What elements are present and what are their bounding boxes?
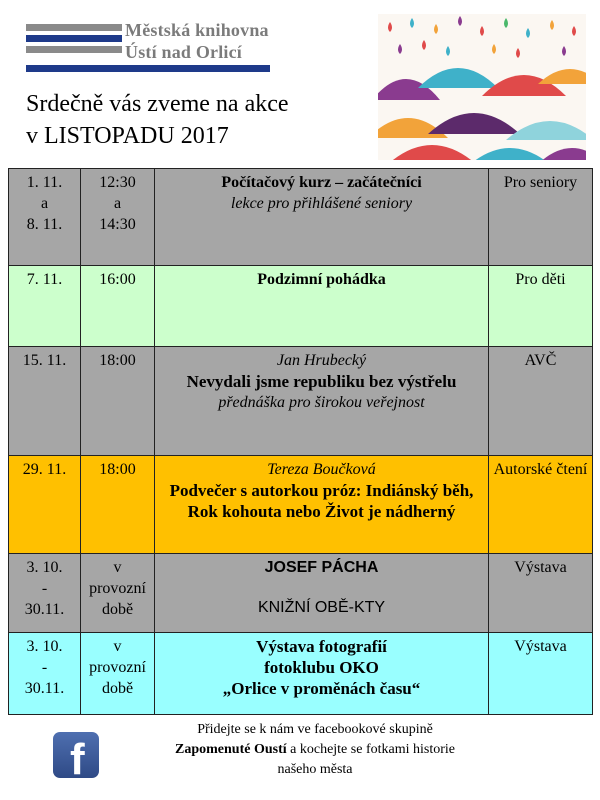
event-description [155,633,489,715]
event-description [155,554,489,633]
event-author: Jan Hrubecký [276,352,367,369]
event-category: Pro děti [489,266,593,347]
event-date: 3. 10. - 30.11. [9,554,81,633]
event-title: Nevydali jsme republiku bez výstřelu [186,372,457,391]
event-subtitle: lekce pro přihlášené seniory [230,195,413,212]
event-description [155,456,489,554]
event-description [155,266,489,347]
event-time: 18:00 [81,347,155,456]
library-name [125,19,269,63]
umbrella-canopies [378,68,586,160]
event-category: Výstava [489,633,593,715]
event-category: Pro seniory [489,169,593,266]
footer-invitation [170,720,460,780]
footer-text-end: a kochejte se fotkami historie našeho města [277,742,455,777]
facebook-group-name: Zapomenuté Oustí [175,742,287,757]
event-date: 3. 10. - 30.11. [9,633,81,715]
events-table [8,168,593,715]
event-row [9,266,593,347]
event-date: 15. 11. [9,347,81,456]
event-time: 16:00 [81,266,155,347]
footer-text: Přidejte se k nám ve facebookové skupině [197,722,433,737]
page-title [26,88,289,152]
event-time: 12:30 a 14:30 [81,169,155,266]
event-time: 18:00 [81,456,155,554]
event-description [155,169,489,266]
event-category: Výstava [489,554,593,633]
logo-stripe [26,35,122,42]
event-title: JOSEF PÁCHA [264,559,379,576]
facebook-icon[interactable]: f [53,732,99,778]
event-time: v provozní době [81,554,155,633]
event-title: Podzimní pohádka [257,271,386,288]
event-time: v provozní době [81,633,155,715]
library-logo [26,22,272,76]
event-subtitle: KNIŽNÍ OBĚ-KTY [257,599,386,616]
title-line2: v LISTOPADU 2017 [26,123,229,149]
event-title-quote: „Orlice v proměnách času“ [222,679,421,698]
event-category: AVČ [489,347,593,456]
event-row [9,169,593,266]
event-date: 1. 11. a 8. 11. [9,169,81,266]
event-row [9,554,593,633]
title-line1: Srdečně vás zveme na akce [26,91,289,117]
event-title: Počítačový kurz – začátečníci [221,174,422,191]
event-row [9,456,593,554]
event-author: Tereza Boučková [267,461,376,478]
event-description [155,347,489,456]
library-name-line2: Ústí nad Orlicí [125,42,243,62]
umbrella-illustration [378,14,586,160]
library-name-line1: Městská knihovna [125,20,269,40]
event-date: 29. 11. [9,456,81,554]
logo-stripe [26,24,122,31]
umbrellas-svg [378,14,586,160]
event-title: Podvečer s autorkou próz: Indiánský běh, Rok kohouta nebo Život je nádherný [169,481,474,521]
event-subtitle: přednáška pro širokou veřejnost [218,394,425,411]
raindrops [388,16,576,58]
event-date: 7. 11. [9,266,81,347]
event-title: Výstava fotografií fotoklubu OKO [256,637,387,677]
event-row [9,633,593,715]
logo-stripe [26,46,122,53]
event-category: Autorské čtení [489,456,593,554]
event-row [9,347,593,456]
logo-underline [26,65,270,72]
